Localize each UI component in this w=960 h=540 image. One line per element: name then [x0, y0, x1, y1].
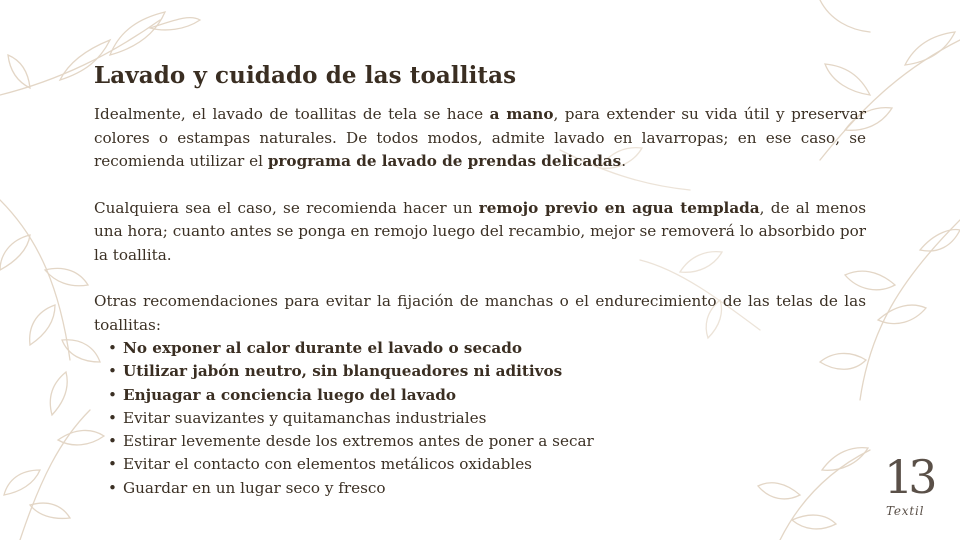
brand-logo — [884, 450, 933, 522]
emphasis-pre-soak: remojo previo en agua templada — [478, 198, 760, 217]
logo-word: Textil — [886, 504, 925, 518]
paragraph-recommendations-intro: Otras recomendaciones para evitar la fijación de manchas o el endurecimiento de las telas de las toallitas: — [94, 292, 866, 334]
list-item: • Utilizar jabón neutro, sin blanqueadores ni aditivos — [123, 360, 866, 383]
content-area — [94, 62, 866, 500]
logo-number: 13 — [884, 450, 933, 504]
emphasis-by-hand: a mano — [489, 105, 554, 123]
list-item: • Estirar levemente desde los extremos antes de poner a secar — [123, 430, 866, 453]
recommendations-list — [94, 337, 866, 500]
list-item: • Guardar en un lugar seco y fresco — [123, 477, 866, 500]
list-item: • Evitar el contacto con elementos metálicos oxidables — [123, 453, 866, 476]
list-item: • Enjuagar a conciencia luego del lavado — [123, 384, 866, 407]
emphasis-delicate-program: programa de lavado de prendas delicadas — [267, 152, 622, 170]
paragraph-soaking: Cualquiera sea el caso, se recomienda hacer un remojo previo en agua templada, de al menos una hora; cuanto antes se ponga en remojo luego del recambio, mejor se removerá lo absorbido por la toallita. — [94, 198, 866, 264]
paragraph-washing-method: Idealmente, el lavado de toallitas de tela se hace a mano, para extender su vida útil y preservar colores o estampas naturales. De todos modos, admite lavado en lavarropas; en ese caso, se recomienda utilizar el programa de lavado de prendas delicadas. — [94, 105, 866, 170]
page-title: Lavado y cuidado de las toallitas — [94, 62, 517, 89]
list-item: • No exponer al calor durante el lavado o secado — [123, 337, 866, 360]
list-item: • Evitar suavizantes y quitamanchas industriales — [123, 407, 866, 430]
